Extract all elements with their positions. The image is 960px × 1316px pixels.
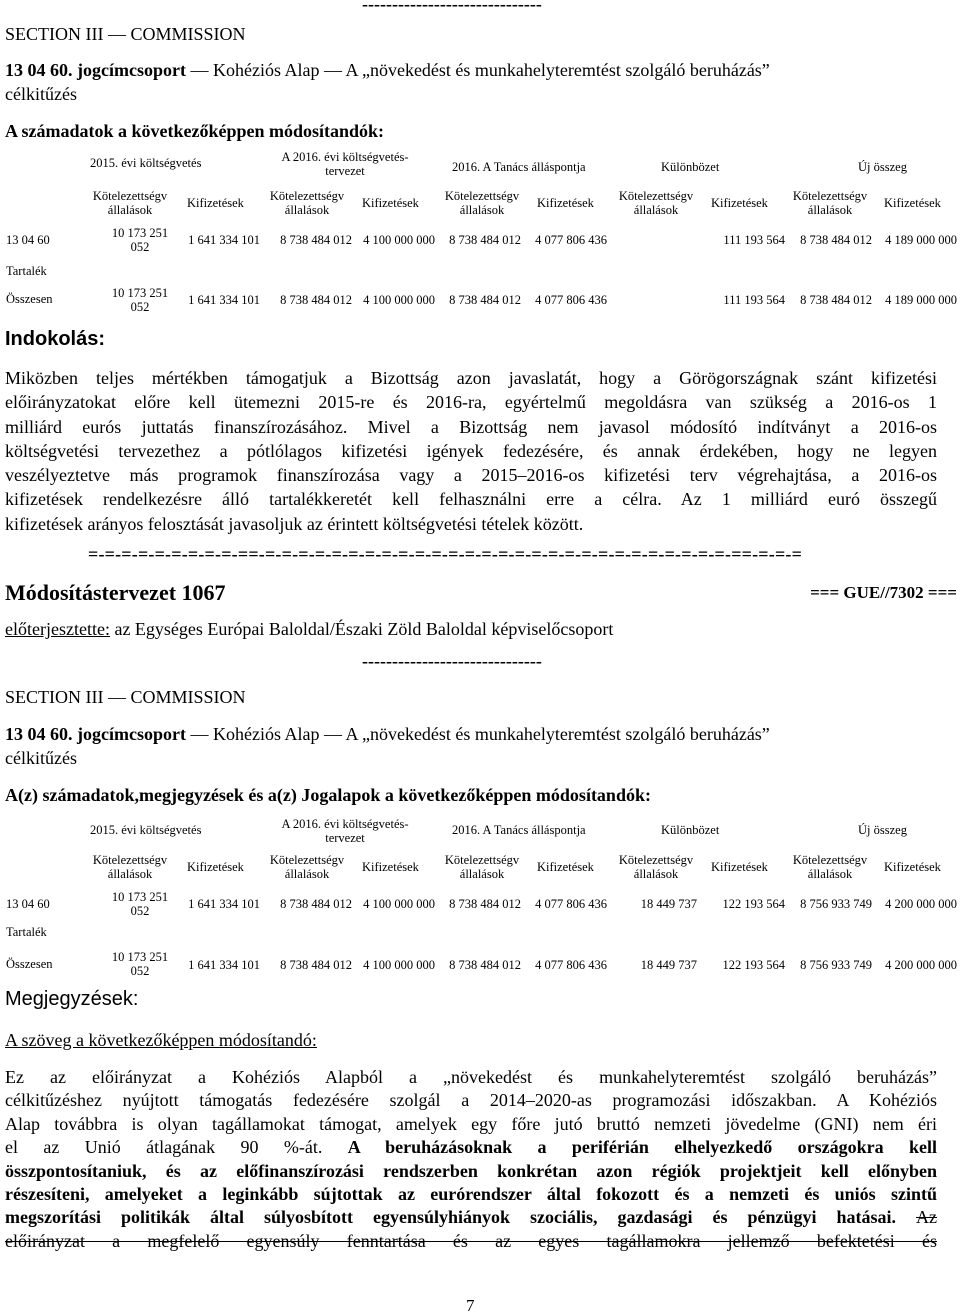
- subheading: A(z) számadatok,megjegyzések és a(z) Jogalapok a következőképpen módosítandók:: [5, 785, 651, 805]
- text-amend-label: A szöveg a következőképpen módosítandó:: [5, 1030, 317, 1050]
- col-commitments: Kötelezettségv állalások: [92, 853, 168, 881]
- cell-payments: 4 077 806 436: [535, 897, 607, 911]
- remarks-title: Megjegyzések:: [5, 988, 139, 1010]
- section-title: SECTION III — COMMISSION: [5, 24, 246, 44]
- row-label: Összesen: [6, 292, 53, 306]
- cell-commitments: 8 738 484 012: [280, 897, 352, 911]
- col-payments: Kifizetések: [711, 196, 768, 210]
- budget-line-heading: [5, 60, 770, 81]
- col-payments: Kifizetések: [884, 196, 941, 210]
- cell-payments: 1 641 334 101: [188, 897, 260, 911]
- group-header-council: 2016. A Tanács álláspontja: [452, 823, 586, 837]
- cell-payments: 122 193 564: [722, 897, 785, 911]
- section-title: SECTION III — COMMISSION: [5, 687, 246, 707]
- cell-commitments: 8 756 933 749: [800, 897, 872, 911]
- cell-payments: 4 100 000 000: [363, 233, 435, 247]
- group-header-draft: A 2016. évi költségvetés- tervezet: [281, 150, 409, 178]
- row-label: 13 04 60: [6, 233, 50, 247]
- col-payments: Kifizetések: [187, 860, 244, 874]
- col-commitments: Kötelezettségv állalások: [444, 853, 520, 881]
- budget-line-heading: [5, 724, 770, 745]
- cell-payments: 111 193 564: [723, 293, 785, 307]
- tabled-by-label: előterjesztette:: [5, 619, 110, 639]
- reserve-label: Tartalék: [6, 264, 47, 278]
- cell-commitments: 10 173 251 052: [111, 226, 169, 254]
- group-header-2015: 2015. évi költségvetés: [90, 156, 202, 170]
- budget-line-title-cont: célkitűzés: [5, 748, 77, 768]
- cell-commitments: 10 173 251 052: [111, 890, 169, 918]
- group-header-draft: A 2016. évi költségvetés- tervezet: [281, 817, 409, 845]
- group-header-council: 2016. A Tanács álláspontja: [452, 160, 586, 174]
- row-label: Összesen: [6, 957, 53, 971]
- col-payments: Kifizetések: [187, 196, 244, 210]
- amendment-code: === GUE//7302 ===: [810, 583, 957, 602]
- page-number: 7: [466, 1296, 475, 1315]
- cell-commitments: 8 738 484 012: [280, 293, 352, 307]
- cell-payments: 1 641 334 101: [188, 293, 260, 307]
- cell-commitments: 8 738 484 012: [280, 958, 352, 972]
- cell-commitments: 18 449 737: [640, 958, 697, 972]
- cell-payments: 111 193 564: [723, 233, 785, 247]
- col-payments: Kifizetések: [711, 860, 768, 874]
- col-commitments: Kötelezettségv állalások: [269, 853, 345, 881]
- remarks-text: Ez az előirányzat a Kohéziós Alapból a „növekedést és munkahelyteremtést szolgáló beruházás” célkitűzéshez nyújtott támogatás fedezésére szolgál a 2014–2020-as programozási időszakban. A Kohéziós Alap továbbra is olyan tagállamokat támogat, amelyek egy főre jutó bruttó nemzeti jövedelme (GNI) nem éri el az Unió átlagának 90 %-át. A beruházásoknak a periférián elhelyezkedő országokra kell összpontosítaniuk, és az előfinanszírozási rendszerben konkrétan azon régiók projektjeit kell előnyben részesíteni, amelyeket a leginkább sújtottak az eurórendszer által fokozott és a nemzeti és uniós szintű megszorítási politikák által súlyosbított egyensúlyhiányok szociális, gazdasági és pénzügyi hatásai. Az előirányzat a megfelelő egyensúly fenntartása és az egyes tagállamokra jellemző befektetési és: [5, 1067, 938, 1251]
- budget-line-title: — Kohéziós Alap — A „növekedést és munkahelyteremtést szolgáló beruházás”: [185, 60, 770, 80]
- cell-commitments: 10 173 251 052: [111, 950, 169, 978]
- top-dash-line: ------------------------------: [362, 0, 542, 14]
- budget-line-code: 13 04 60. jogcímcsoport: [5, 724, 186, 744]
- col-payments: Kifizetések: [362, 860, 419, 874]
- cell-commitments: 8 738 484 012: [800, 293, 872, 307]
- col-commitments: Kötelezettségv állalások: [792, 853, 868, 881]
- cell-commitments: 8 756 933 749: [800, 958, 872, 972]
- col-payments: Kifizetések: [884, 860, 941, 874]
- budget-line-title: — Kohéziós Alap — A „növekedést és munkahelyteremtést szolgáló beruházás”: [185, 724, 770, 744]
- justification-title: Indokolás:: [5, 328, 106, 350]
- cell-commitments: 8 738 484 012: [449, 293, 521, 307]
- justification-text: Miközben teljes mértékben támogatjuk a Bizottság azon javaslatát, hogy a Görögországnak szánt kifizetési előirányzatokat előre kell ütemezni 2015-re és 2016-ra, egyértelmű megoldásra van szükség a 2016-os 1 milliárd eurós juttatás finanszírozásához. Mivel a Bizottság nem javasol módosító indítványt a 2016-os költségvetési tervezethez a pótlólagos kifizetési igények fedezésére, és annak érdekében, hogy ne legyen veszélyeztetve más programok finanszírozása vagy a 2015–2016-os kifizetési terv végrehajtása, a 2016-os kifizetések rendelkezésre álló tartalékkeretét kell felhasználni erre a célra. Az 1 milliárd euró összegű kifizetések arányos felosztását javasoljuk az érintett költségvetési tételek között.: [5, 368, 937, 534]
- group-header-difference: Különbözet: [661, 823, 720, 837]
- cell-payments: 4 077 806 436: [535, 293, 607, 307]
- separator-line: =-=-=-=-=-=-=-=-=-==-=-=-=-=-=-=-=-=-=-=-=-=-=-=-=-=-=-=-=-=-=-=-=-=-=-=-=-=-==-=-=-=: [88, 544, 803, 564]
- amendment-title: Módosítástervezet 1067: [5, 580, 226, 605]
- col-payments: Kifizetések: [537, 196, 594, 210]
- cell-payments: 4 100 000 000: [363, 897, 435, 911]
- cell-commitments: 8 738 484 012: [280, 233, 352, 247]
- group-header-2015: 2015. évi költségvetés: [90, 823, 202, 837]
- col-commitments: Kötelezettségv állalások: [92, 189, 168, 217]
- row-label: 13 04 60: [6, 897, 50, 911]
- budget-line-code: 13 04 60. jogcímcsoport: [5, 60, 186, 80]
- col-commitments: Kötelezettségv állalások: [618, 853, 694, 881]
- cell-payments: 4 100 000 000: [363, 293, 435, 307]
- cell-payments: 4 189 000 000: [885, 233, 957, 247]
- col-commitments: Kötelezettségv állalások: [444, 189, 520, 217]
- col-commitments: Kötelezettségv állalások: [269, 189, 345, 217]
- cell-commitments: 8 738 484 012: [449, 233, 521, 247]
- cell-commitments: 18 449 737: [640, 897, 697, 911]
- group-header-new-amount: Új összeg: [858, 160, 907, 174]
- col-commitments: Kötelezettségv állalások: [618, 189, 694, 217]
- cell-commitments: 8 738 484 012: [800, 233, 872, 247]
- budget-line-title-cont: célkitűzés: [5, 84, 77, 104]
- cell-payments: 122 193 564: [722, 958, 785, 972]
- cell-payments: 4 100 000 000: [363, 958, 435, 972]
- cell-payments: 4 077 806 436: [535, 233, 607, 247]
- cell-payments: 4 200 000 000: [885, 958, 957, 972]
- cell-commitments: 8 738 484 012: [449, 897, 521, 911]
- cell-commitments: 8 738 484 012: [449, 958, 521, 972]
- group-header-new-amount: Új összeg: [858, 823, 907, 837]
- cell-commitments: 10 173 251 052: [111, 286, 169, 314]
- cell-payments: 4 077 806 436: [535, 958, 607, 972]
- mid-dash-line: ------------------------------: [362, 651, 542, 671]
- tabled-by: [5, 619, 613, 640]
- tabled-by-group: az Egységes Európai Baloldal/Északi Zöld Baloldal képviselőcsoport: [109, 619, 614, 639]
- subheading: A számadatok a következőképpen módosítandók:: [5, 121, 385, 141]
- col-payments: Kifizetések: [537, 860, 594, 874]
- cell-payments: 4 189 000 000: [885, 293, 957, 307]
- col-commitments: Kötelezettségv állalások: [792, 189, 868, 217]
- cell-payments: 1 641 334 101: [188, 233, 260, 247]
- cell-payments: 4 200 000 000: [885, 897, 957, 911]
- reserve-label: Tartalék: [6, 925, 47, 939]
- cell-payments: 1 641 334 101: [188, 958, 260, 972]
- col-payments: Kifizetések: [362, 196, 419, 210]
- group-header-difference: Különbözet: [661, 160, 720, 174]
